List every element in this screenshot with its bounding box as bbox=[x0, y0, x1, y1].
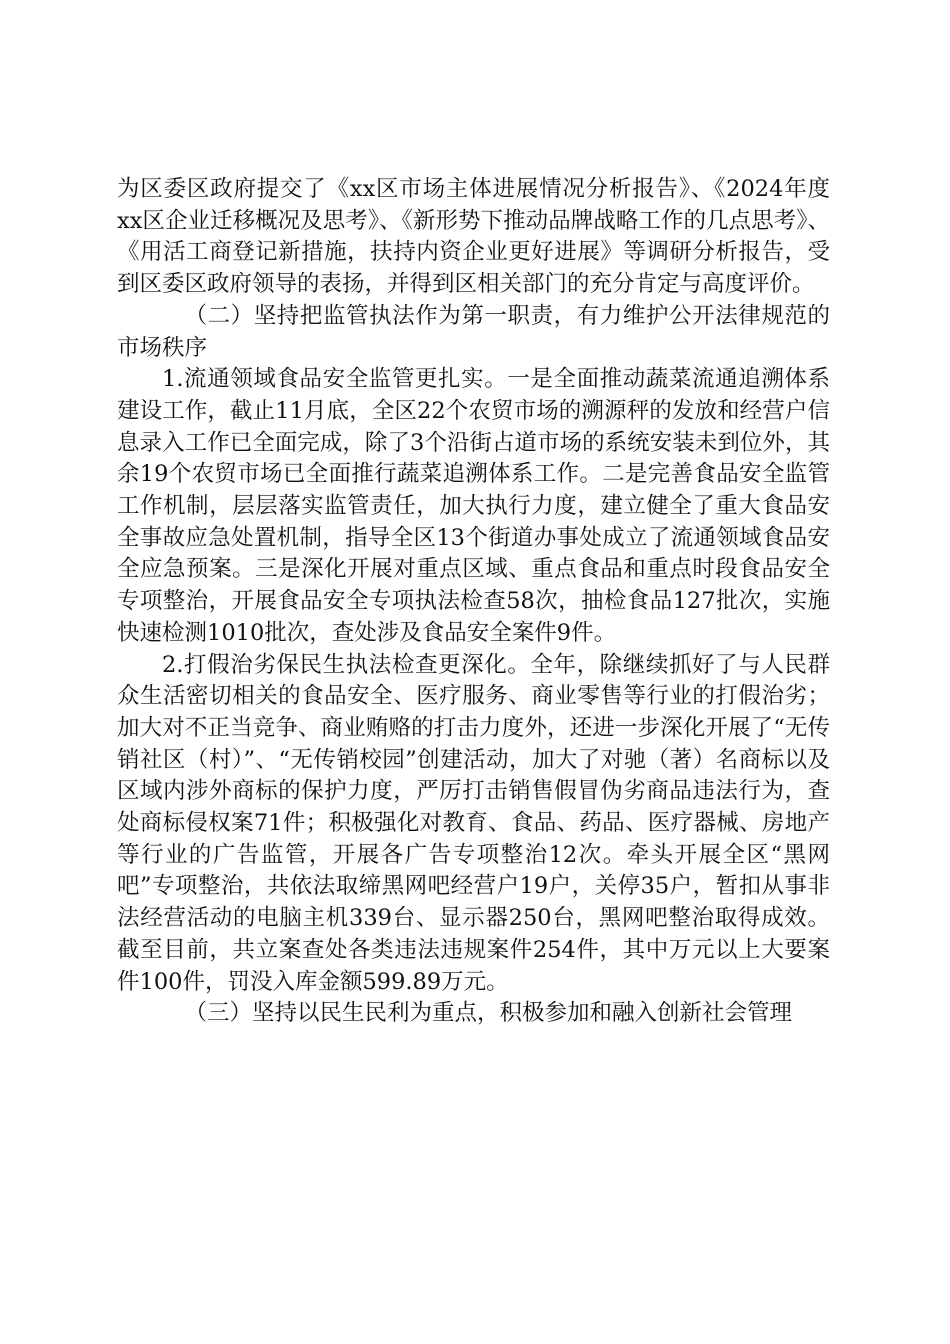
paragraph-report-summary: 为区委区政府提交了《xx区市场主体进展情况分析报告》、《2024年度xx区企业迁移概况及思考》、《新形势下推动品牌战略工作的几点思考》、《用活工商登记新措施，扶持内资企业更好进展》等调研分析报告，受到区委区政府领导的表扬，并得到区相关部门的充分肯定与高度评价。 bbox=[117, 176, 830, 298]
paragraph-food-safety: 1.流通领域食品安全监管更扎实。一是全面推动蔬菜流通追溯体系建设工作，截止11月底，全区22个农贸市场的溯源秤的发放和经营户信息录入工作已全面完成，除了3个沿街占道市场的系统安装未到位外，其余19个农贸市场已全面推行蔬菜追溯体系工作。二是完善食品安全监管工作机制，层层落实监管责任，加大执行力度，建立健全了重大食品安全事故应急处置机制，指导全区13个街道办事处成立了流通领域食品安全应急预案。三是深化开展对重点区域、重点食品和重点时段食品安全专项整治，开展食品安全专项执法检查58次，抽检食品127批次，实施快速检测1010批次，查处涉及食品安全案件9件。 bbox=[117, 366, 830, 646]
document-page bbox=[117, 174, 830, 1030]
paragraph-anti-counterfeit: 2.打假治劣保民生执法检查更深化。全年，除继续抓好了与人民群众生活密切相关的食品安全、医疗服务、商业零售等行业的打假治劣；加大对不正当竞争、商业贿赂的打击力度外，还进一步深化开展了“无传销社区（村）”、“无传销校园”创建活动，加大了对驰（著）名商标以及区域内涉外商标的保护力度，严厉打击销售假冒伪劣商品违法行为，查处商标侵权案71件；积极强化对教育、食品、药品、医疗器械、房地产等行业的广告监管，开展各广告专项整治12次。牵头开展全区“黑网吧”专项整治，共依法取缔黑网吧经营户19户，关停35户，暂扣从事非法经营活动的电脑主机339台、显示器250台，黑网吧整治取得成效。截至目前，共立案查处各类违法违规案件254件，其中万元以上大要案件100件，罚没入库金额599.89万元。 bbox=[117, 651, 830, 995]
section-heading-two: （二）坚持把监管执法作为第一职责，有力维护公开法律规范的市场秩序 bbox=[117, 302, 830, 361]
section-heading-three: （三）坚持以民生民利为重点，积极参加和融入创新社会管理 bbox=[184, 1000, 793, 1027]
